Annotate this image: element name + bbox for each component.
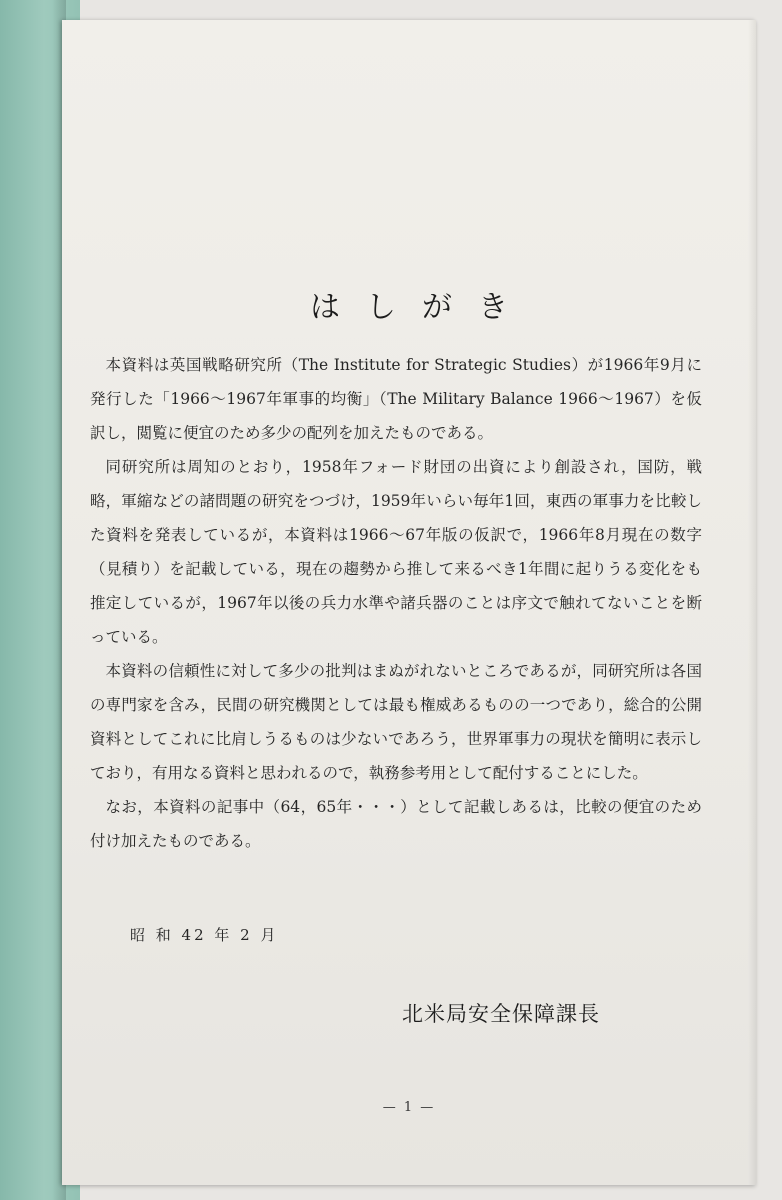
date-line: 昭 和 42 年 2 月 xyxy=(130,926,279,944)
signature: 北米局安全保障課長 xyxy=(402,1002,600,1026)
page-number: — 1 — xyxy=(382,1100,436,1115)
paragraph-2: 同研究所は周知のとおり，1958年フォード財団の出資により創設され，国防，戦略，軍縮などの諸問題の研究をつづけ，1959年いらい毎年1回，東西の軍事力を比較した資料を発表しているが，本資料は1966～67年版の仮訳で，1966年8月現在の数字（見積り）を記載している，現在の趨勢から推して来るべき1年間に起りうる変化をも推定しているが，1967年以後の兵力水準や諸兵器のことは序文で触れてないことを断っている。 xyxy=(90,458,702,646)
paragraph-3: 本資料の信頼性に対して多少の批判はまぬがれないところであるが，同研究所は各国の専門家を含み，民間の研究機関としては最も権威あるものの一つであり，総合的公開資料としてこれに比肩しうるものは少ないであろう，世界軍事力の現状を簡明に表示しており，有用なる資料と思われるので，執務参考用として配付することにした。 xyxy=(90,662,702,782)
page-heading: はしがき xyxy=(310,290,534,325)
document-page xyxy=(62,20,756,1185)
paragraph-4: なお，本資料の記事中（64，65年・・・）として記載しあるは，比較の便宜のため付け加えたものである。 xyxy=(90,798,702,850)
paragraph-1: 本資料は英国戦略研究所（The Institute for Strategic Studies）が1966年9月に発行した「1966～1967年軍事的均衡」（The Military Balance 1966～1967）を仮訳し，閲覧に便宜のため多少の配列を加えたものである。 xyxy=(90,356,702,442)
preface-body xyxy=(90,348,702,858)
page-edge xyxy=(748,20,756,1185)
